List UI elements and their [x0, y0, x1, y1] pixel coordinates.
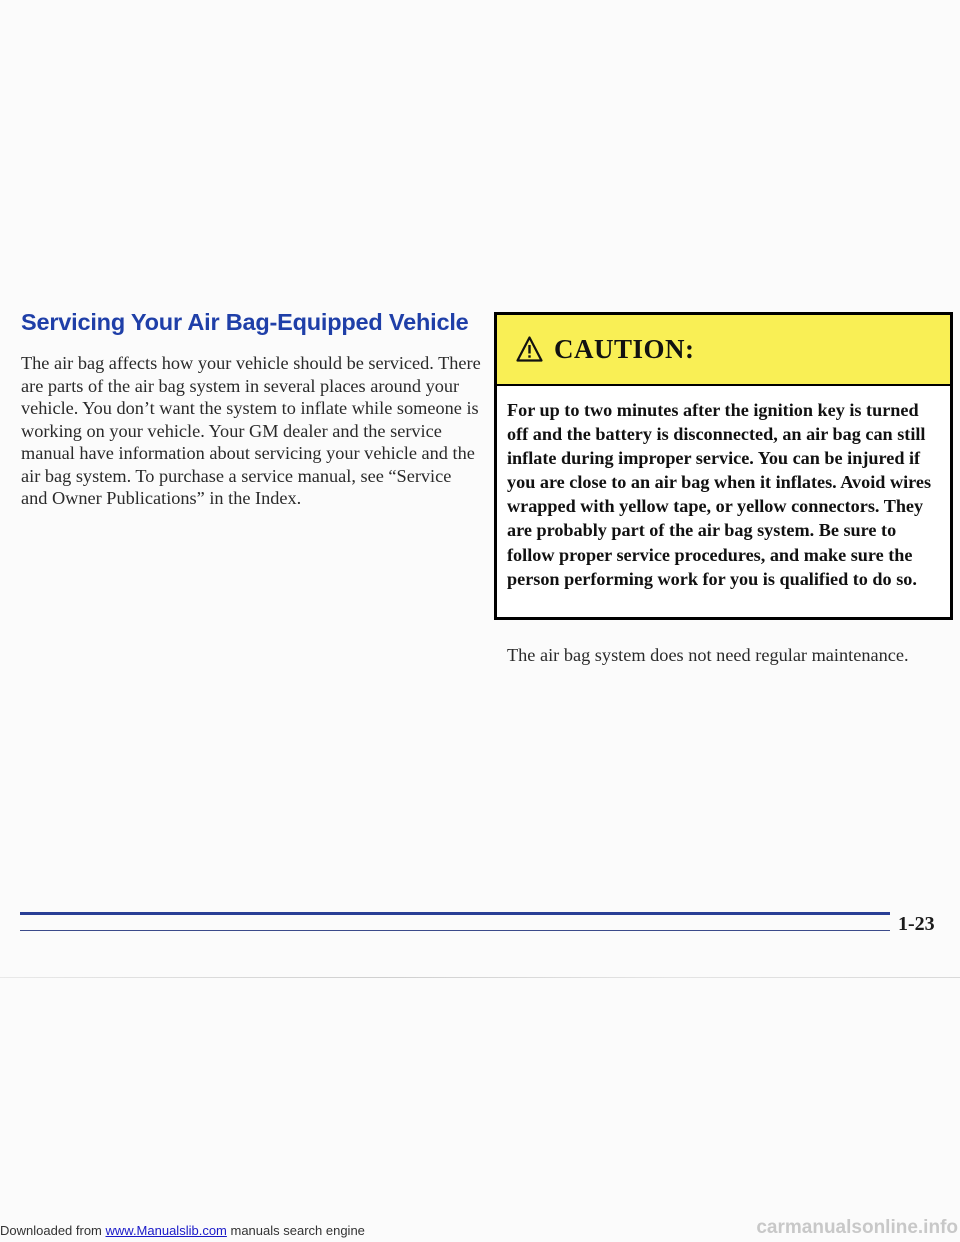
section-heading: Servicing Your Air Bag-Equipped Vehicle — [21, 309, 469, 335]
watermark: carmanualsonline.info — [756, 1217, 958, 1238]
caution-header — [497, 315, 950, 386]
warning-triangle-icon — [516, 336, 543, 362]
servicing-paragraph: The air bag affects how your vehicle should be serviced. There are parts of the air bag system in several places around your vehicle. You don’t want the system to inflate while someone is working on your vehicle. Your GM dealer and the service manual have information about servicing your vehicle and the air bag system. To purchase a service manual, see “Service and Owner Publications” in the Index. — [21, 353, 481, 508]
download-footer — [0, 1223, 700, 1238]
footer-rule-thin — [20, 930, 890, 931]
caution-box — [494, 312, 953, 620]
manualslib-link[interactable]: www.Manualslib.com — [105, 1223, 227, 1238]
footer-rule — [20, 912, 890, 915]
caution-text: For up to two minutes after the ignition key is turned off and the battery is disconnected, an air bag can still inflate during improper service. You can be injured if you are close to an air bag when it inflates. Avoid wires wrapped with yellow tape, or yellow connectors. They are probably part of the air bag system. Be sure to follow proper service procedures, and make sure the person performing work for you is qualified to do so. — [507, 400, 932, 589]
caution-title: CAUTION: — [554, 334, 695, 364]
scan-artifact-line — [0, 977, 960, 978]
download-footer-prefix: Downloaded from — [0, 1223, 106, 1238]
page-number: 1-23 — [898, 913, 935, 935]
download-footer-suffix: manuals search engine — [226, 1223, 365, 1238]
maintenance-note: The air bag system does not need regular maintenance. — [507, 645, 909, 665]
